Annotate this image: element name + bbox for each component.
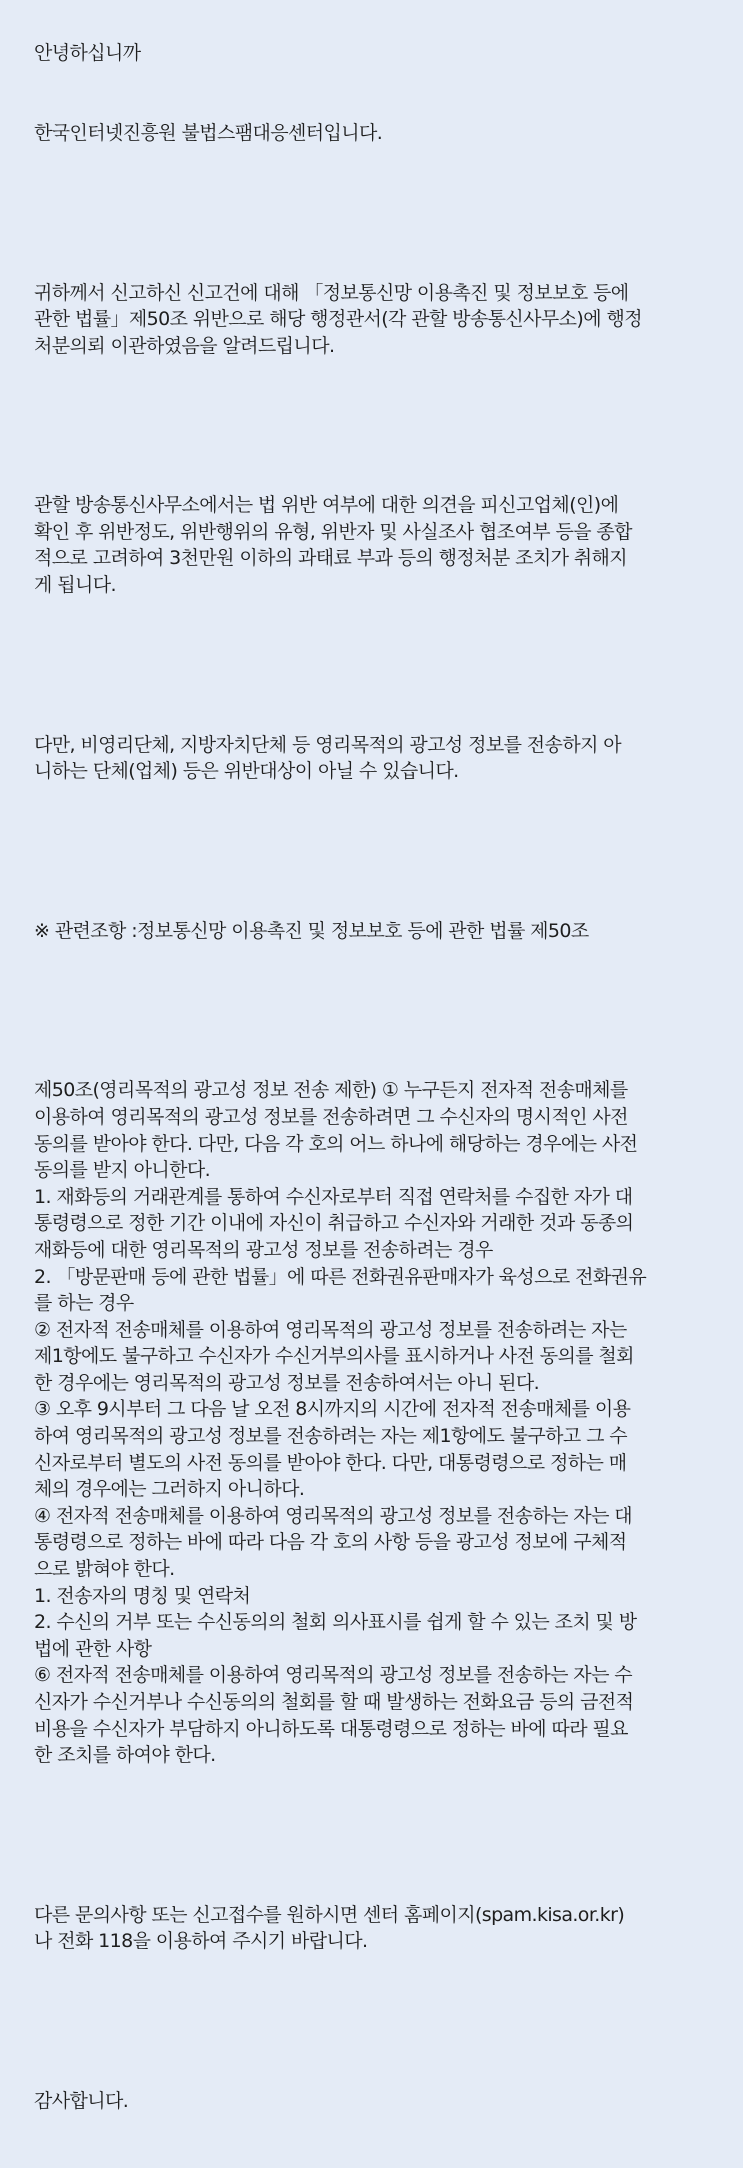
- exception-paragraph: 다만, 비영리단체, 지방자치단체 등 영리목적의 광고성 정보를 전송하지 아 니하는 단체(업체) 등은 위반대상이 아닐 수 있습니다.: [34, 733, 622, 783]
- closing-text: 감사합니다.: [34, 2089, 129, 2112]
- greeting-text: 안녕하십니까: [34, 42, 141, 65]
- paragraph-gap: [34, 413, 709, 440]
- paragraph-gap: [34, 838, 709, 865]
- paragraph-gap: [34, 998, 709, 1025]
- transfer-notice-paragraph: 귀하께서 신고하신 신고건에 대해 「정보통신망 이용촉진 및 정보보호 등에 관한 법률」제50조 위반으로 해당 행정관서(각 관할 방송통신사무소)에 행정 처분의뢰 이관하였음을 알려드립니다.: [34, 281, 642, 357]
- reference-line: ※ 관련조항 :정보통신망 이용촉진 및 정보보호 등에 관한 법률 제50조: [34, 919, 589, 942]
- sender-text: 한국인터넷진흥원 불법스팸대응센터입니다.: [34, 121, 383, 144]
- paragraph-gap: [34, 652, 709, 679]
- paragraph-gap: [34, 2008, 709, 2035]
- paragraph-gap: [34, 200, 709, 227]
- article-50-text: 제50조(영리목적의 광고성 정보 전송 제한) ① 누구든지 전자적 전송매체를 이용하여 영리목적의 광고성 정보를 전송하려면 그 수신자의 명시적인 사전 동의를 받아야 한다. 다만, 다음 각 호의 어느 하나에 해당하는 경우에는 사전 동의를 받지 아니한다. 1. 재화등의 거래관계를 통하여 수신자로부터 직접 연락처를 수집한 자가 대 통령령으로 정한 기간 이내에 자신이 취급하고 수신자와 거래한 것과 동종의 재화등에 대한 영리목적의 광고성 정보를 전송하려는 경우 2. 「방문판매 등에 관한 법률」에 따른 전화권유판매자가 육성으로 전화권유 를 하는 경우 ② 전자적 전송매체를 이용하여 영리목적의 광고성 정보를 전송하려는 자는 제1항에도 불구하고 수신자가 수신거부의사를 표시하거나 사전 동의를 철회 한 경우에는 영리목적의 광고성 정보를 전송하여서는 아니 된다. ③ 오후 9시부터 그 다음 날 오전 8시까지의 시간에 전자적 전송매체를 이용 하여 영리목적의 광고성 정보를 전송하려는 자는 제1항에도 불구하고 그 수 신자로부터 별도의 사전 동의를 받아야 한다. 다만, 대통령령으로 정하는 매 체의 경우에는 그러하지 아니하다. ④ 전자적 전송매체를 이용하여 영리목적의 광고성 정보를 전송하는 자는 대 통령령으로 정하는 바에 따라 다음 각 호의 사항 등을 광고성 정보에 구체적 으로 밝혀야 한다. 1. 전송자의 명칭 및 연락처 2. 수신의 거부 또는 수신동의의 철회 의사표시를 쉽게 할 수 있는 조치 및 방 법에 관한 사항 ⑥ 전자적 전송매체를 이용하여 영리목적의 광고성 정보를 전송하는 자는 수 신자가 수신거부나 수신동의의 철회를 할 때 발생하는 전화요금 등의 금전적 비용을 수신자가 부담하지 아니하도록 대통령령으로 정하는 바에 따라 필요 한 조치를 하여야 한다.: [34, 1079, 647, 1767]
- paragraph-gap: [34, 1822, 709, 1849]
- contact-paragraph: 다른 문의사항 또는 신고접수를 원하시면 센터 홈페이지(spam.kisa.or.kr) 나 전화 118을 이용하여 주시기 바랍니다.: [34, 1903, 625, 1953]
- penalty-paragraph: 관할 방송통신사무소에서는 법 위반 여부에 대한 의견을 피신고업체(인)에 확인 후 위반정도, 위반행위의 유형, 위반자 및 사실조사 협조여부 등을 종합 적으로 고려하여 3천만원 이하의 과태료 부과 등의 행정처분 조치가 취해지 게 됩니다.: [34, 494, 632, 597]
- message-body: [34, 0, 709, 2168]
